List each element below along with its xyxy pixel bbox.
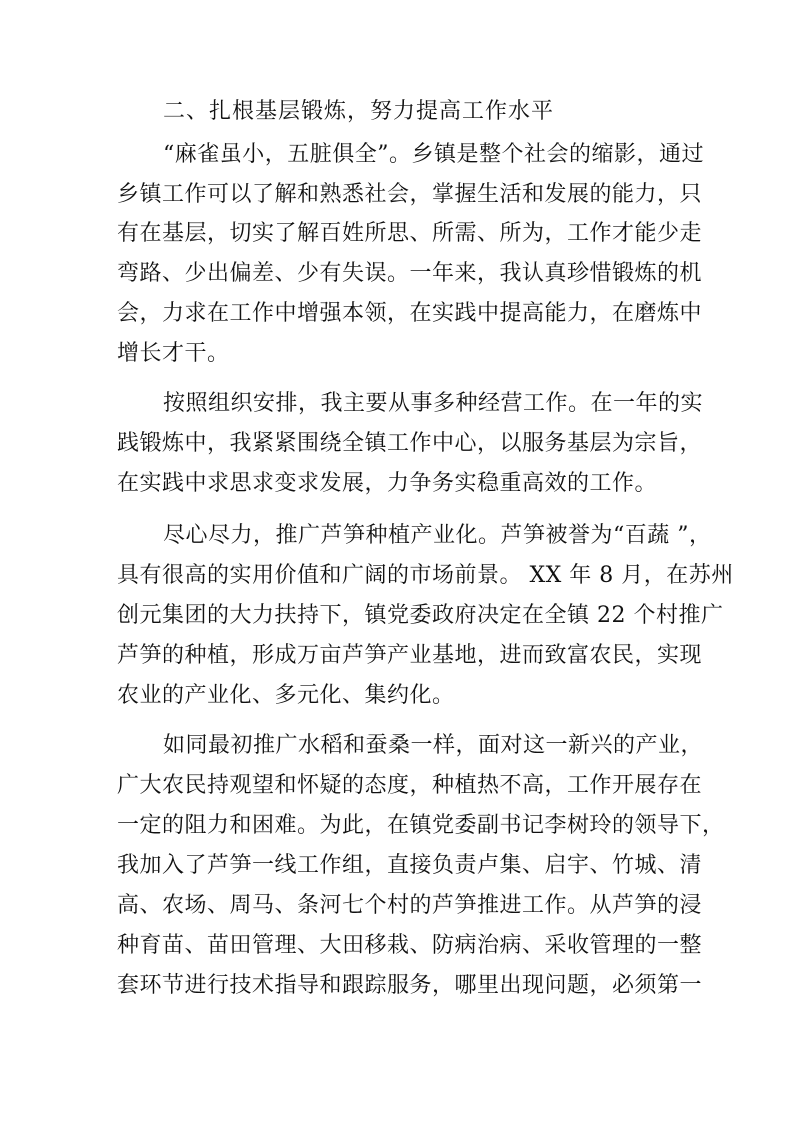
paragraph-line: 芦笋的种植，形成万亩芦笋产业基地，进而致富农民，实现	[117, 643, 703, 668]
paragraph-line: 具有很高的实用价值和广阔的市场前景。 XX 年 8 月，在苏州	[117, 563, 734, 588]
paragraph-line: 高、农场、周马、条河七个村的芦笋推进工作。从芦笋的浸	[117, 893, 703, 918]
paragraph-line: 增长才干。	[117, 341, 230, 366]
paragraph-line: 套环节进行技术指导和跟踪服务，哪里出现问题，必须第一	[117, 973, 703, 998]
paragraph-line: 如同最初推广水稻和蚕桑一样，面对这一新兴的产业，	[163, 733, 704, 758]
paragraph-line: 有在基层，切实了解百姓所思、所需、所为，工作才能少走	[117, 221, 703, 246]
paragraph-line: 农业的产业化、多元化、集约化。	[117, 683, 455, 708]
paragraph-line: 创元集团的大力扶持下，镇党委政府决定在全镇 22 个村推广	[117, 603, 724, 628]
paragraph-line: 弯路、少出偏差、少有失误。一年来，我认真珍惜锻炼的机	[117, 261, 703, 286]
paragraph-line: 我加入了芦笋一线工作组，直接负责卢集、启宇、竹城、清	[117, 853, 703, 878]
paragraph-line: 会，力求在工作中增强本领，在实践中提高能力，在磨炼中	[117, 301, 703, 326]
paragraph-line: 种育苗、苗田管理、大田移栽、防病治病、采收管理的一整	[117, 933, 703, 958]
paragraph-line: 在实践中求思求变求发展，力争务实稳重高效的工作。	[117, 471, 658, 496]
paragraph-line: 一定的阻力和困难。为此，在镇党委副书记李树玲的领导下，	[117, 813, 725, 838]
section-heading: 二、扎根基层锻炼，努力提高工作水平	[163, 99, 555, 124]
paragraph-line: 广大农民持观望和怀疑的态度，种植热不高，工作开展存在	[117, 773, 703, 798]
paragraph-line: 尽心尽力，推广芦笋种植产业化。芦笋被誉为“百蔬 ”，	[163, 523, 712, 548]
paragraph-line: 乡镇工作可以了解和熟悉社会，掌握生活和发展的能力，只	[117, 182, 703, 207]
paragraph-line: 践锻炼中，我紧紧围绕全镇工作中心，以服务基层为宗旨，	[117, 431, 703, 456]
paragraph-line: “麻雀虽小，五脏俱全”。乡镇是整个社会的缩影，通过	[163, 142, 704, 167]
paragraph-line: 按照组织安排，我主要从事多种经营工作。在一年的实	[163, 391, 704, 416]
